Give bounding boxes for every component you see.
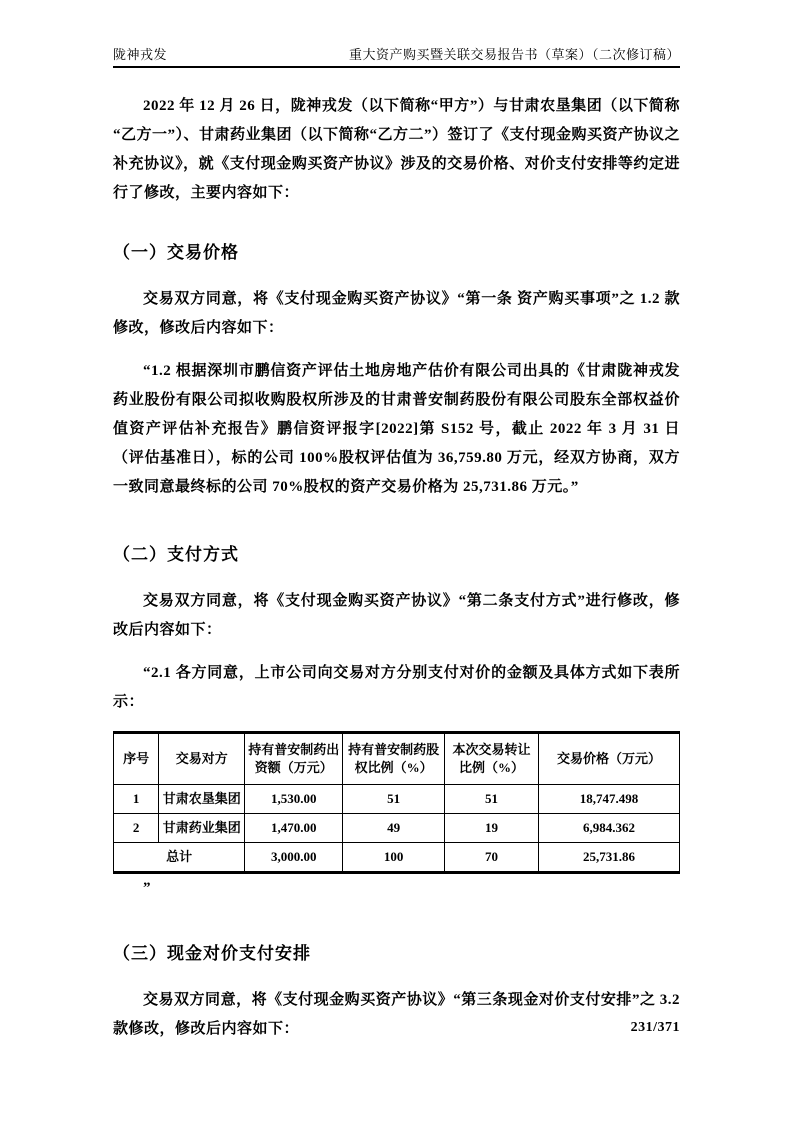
cell-party: 甘肃农垦集团: [159, 785, 245, 814]
cell-total-equity: 100: [343, 843, 445, 873]
table-row: [114, 814, 680, 843]
closing-quote-mark: ”: [143, 880, 151, 896]
cell-transfer: 51: [445, 785, 539, 814]
col-header-transfer: 本次交易转让比例（%）: [445, 733, 539, 785]
table-total-row: [114, 843, 680, 873]
col-header-contrib: 持有普安制药出资额（万元）: [245, 733, 343, 785]
cell-contrib: 1,470.00: [245, 814, 343, 843]
cell-total-price: 25,731.86: [539, 843, 680, 873]
cell-price: 18,747.498: [539, 785, 680, 814]
table-header-row: [114, 733, 680, 785]
section-heading-3: （三）现金对价支付安排: [113, 944, 311, 963]
cell-equity: 49: [343, 814, 445, 843]
cell-total-contrib: 3,000.00: [245, 843, 343, 873]
cell-equity: 51: [343, 785, 445, 814]
cell-total-label: 总计: [114, 843, 245, 873]
col-header-price: 交易价格（万元）: [539, 733, 680, 785]
cell-transfer: 19: [445, 814, 539, 843]
section-heading-1: （一）交易价格: [113, 243, 239, 262]
cell-party: 甘肃药业集团: [159, 814, 245, 843]
table-row: [114, 785, 680, 814]
cell-contrib: 1,530.00: [245, 785, 343, 814]
cell-total-transfer: 70: [445, 843, 539, 873]
cell-seq: 2: [114, 814, 159, 843]
payment-table: [113, 731, 680, 874]
document-body: [113, 92, 680, 1044]
section1-paragraph-1: 交易双方同意，将《支付现金购买资产协议》“第一条 资产购买事项”之 1.2 款修改，修改后内容如下：: [113, 291, 680, 336]
page-number: 231/371: [630, 1020, 680, 1035]
cell-price: 6,984.362: [539, 814, 680, 843]
col-header-seq: 序号: [114, 733, 159, 785]
header-report-title: 重大资产购买暨关联交易报告书（草案）（二次修订稿）: [348, 47, 680, 62]
section2-paragraph-2: “2.1 各方同意，上市公司向交易对方分别支付对价的金额及具体方式如下表所示：: [113, 665, 680, 710]
col-header-party: 交易对方: [159, 733, 245, 785]
section2-paragraph-1: 交易双方同意，将《支付现金购买资产协议》“第二条支付方式”进行修改，修改后内容如下：: [113, 593, 680, 638]
cell-seq: 1: [114, 785, 159, 814]
section-heading-2: （二）支付方式: [113, 545, 239, 564]
section1-paragraph-2: “1.2 根据深圳市鹏信资产评估土地房地产估价有限公司出具的《甘肃陇神戎发药业股份有限公司拟收购股权所涉及的甘肃普安制药股份有限公司股东全部权益价值资产评估补充报告》鹏信资评报字[2022]第 S152 号，截止 2022 年 3 月 31 日（评估基准日），标的公司 100%股权评估值为 36,759.80 万元，经双方协商，双方一致同意最终标的公司 70%股权的资产交易价格为 25,731.86 万元。”: [113, 363, 680, 495]
running-header: [113, 44, 680, 68]
header-company-name: 陇神戎发: [113, 47, 168, 62]
col-header-equity: 持有普安制药股权比例（%）: [343, 733, 445, 785]
section3-paragraph-1: 交易双方同意，将《支付现金购买资产协议》“第三条现金对价支付安排”之 3.2 款修改，修改后内容如下：: [113, 992, 680, 1037]
intro-paragraph: 2022 年 12 月 26 日，陇神戎发（以下简称“甲方”）与甘肃农垦集团（以下简称“乙方一”）、甘肃药业集团（以下简称“乙方二”）签订了《支付现金购买资产协议之补充协议》，就《支付现金购买资产协议》涉及的交易价格、对价支付安排等约定进行了修改，主要内容如下：: [113, 98, 681, 201]
